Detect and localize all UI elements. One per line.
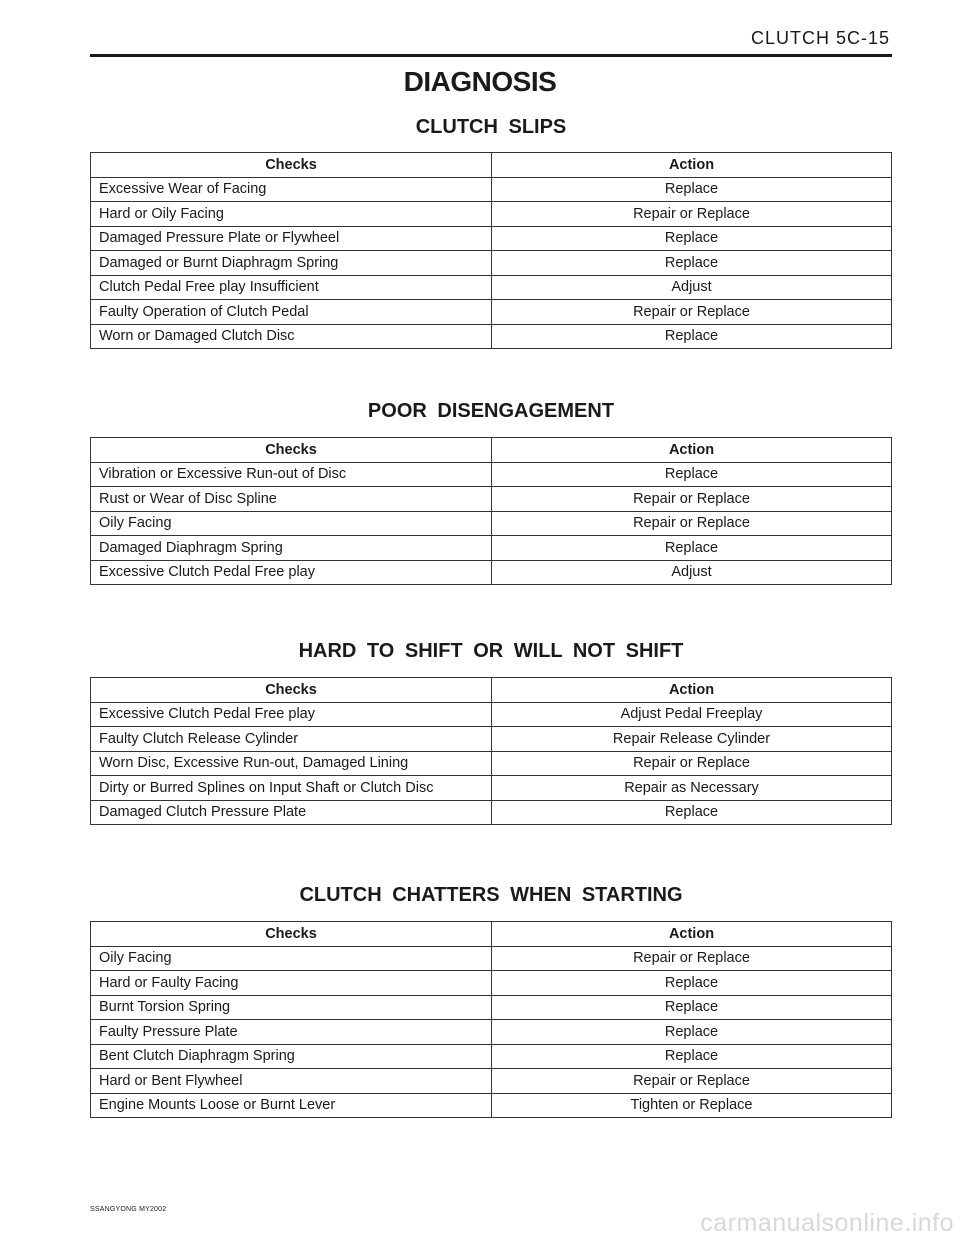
diagnosis-table-hard-to-shift: [90, 677, 892, 825]
check-cell: Damaged Clutch Pressure Plate: [91, 800, 492, 825]
action-cell: Repair or Replace: [492, 487, 892, 512]
action-cell: Adjust: [492, 560, 892, 585]
table-row: [91, 560, 892, 585]
header-title: CLUTCH 5C-15: [750, 28, 890, 48]
check-cell: Vibration or Excessive Run-out of Disc: [91, 462, 492, 487]
check-cell: Worn or Damaged Clutch Disc: [91, 324, 492, 349]
table-row: [91, 202, 892, 227]
section-title-clutch-slips: CLUTCH SLIPS: [415, 116, 567, 138]
table-row: [91, 251, 892, 276]
check-cell: Hard or Bent Flywheel: [91, 1069, 492, 1094]
table-row: [91, 971, 892, 996]
check-cell: Burnt Torsion Spring: [91, 995, 492, 1020]
table-row: [91, 487, 892, 512]
action-header: Action: [492, 153, 892, 178]
diagnosis-table-clutch-chatters: [90, 921, 892, 1118]
action-cell: Replace: [492, 800, 892, 825]
table-row: [91, 275, 892, 300]
footer-label: SSANGYONG MY2002: [90, 1206, 167, 1213]
check-cell: Bent Clutch Diaphragm Spring: [91, 1044, 492, 1069]
check-cell: Faulty Clutch Release Cylinder: [91, 727, 492, 752]
checks-header: Checks: [91, 922, 492, 947]
check-cell: Oily Facing: [91, 946, 492, 971]
table-header-row: [91, 922, 892, 947]
check-cell: Clutch Pedal Free play Insufficient: [91, 275, 492, 300]
table-row: [91, 1093, 892, 1118]
check-cell: Damaged Diaphragm Spring: [91, 536, 492, 561]
action-cell: Repair or Replace: [492, 1069, 892, 1094]
action-cell: Adjust: [492, 275, 892, 300]
action-cell: Repair or Replace: [492, 511, 892, 536]
action-cell: Repair or Replace: [492, 946, 892, 971]
action-cell: Repair or Replace: [492, 751, 892, 776]
checks-header: Checks: [91, 153, 492, 178]
action-cell: Replace: [492, 971, 892, 996]
table-row: [91, 727, 892, 752]
checks-header: Checks: [91, 678, 492, 703]
action-header: Action: [492, 678, 892, 703]
action-cell: Repair as Necessary: [492, 776, 892, 801]
table-row: [91, 995, 892, 1020]
diagnosis-table-poor-disengagement: [90, 437, 892, 585]
header-rule: [90, 54, 892, 57]
table-row: [91, 1069, 892, 1094]
action-cell: Tighten or Replace: [492, 1093, 892, 1118]
table-row: [91, 300, 892, 325]
action-cell: Replace: [492, 177, 892, 202]
table-row: [91, 1020, 892, 1045]
table-row: [91, 226, 892, 251]
check-cell: Damaged or Burnt Diaphragm Spring: [91, 251, 492, 276]
check-cell: Worn Disc, Excessive Run-out, Damaged Lining: [91, 751, 492, 776]
action-header: Action: [492, 922, 892, 947]
table-header-row: [91, 438, 892, 463]
action-cell: Replace: [492, 1044, 892, 1069]
check-cell: Hard or Oily Facing: [91, 202, 492, 227]
check-cell: Hard or Faulty Facing: [91, 971, 492, 996]
check-cell: Excessive Wear of Facing: [91, 177, 492, 202]
action-cell: Replace: [492, 226, 892, 251]
table-row: [91, 751, 892, 776]
table-row: [91, 776, 892, 801]
action-cell: Replace: [492, 462, 892, 487]
table-row: [91, 800, 892, 825]
section-title-clutch-chatters: CLUTCH CHATTERS WHEN STARTING: [299, 884, 683, 906]
watermark: carmanualsonline.info: [700, 1209, 954, 1237]
check-cell: Dirty or Burred Splines on Input Shaft or Clutch Disc: [91, 776, 492, 801]
page-title: DIAGNOSIS: [403, 66, 557, 97]
table-row: [91, 511, 892, 536]
check-cell: Oily Facing: [91, 511, 492, 536]
check-cell: Faulty Operation of Clutch Pedal: [91, 300, 492, 325]
action-cell: Repair or Replace: [492, 202, 892, 227]
section-title-hard-to-shift: HARD TO SHIFT OR WILL NOT SHIFT: [298, 640, 684, 662]
table-header-row: [91, 153, 892, 178]
table-row: [91, 177, 892, 202]
action-cell: Replace: [492, 536, 892, 561]
table-row: [91, 324, 892, 349]
action-header: Action: [492, 438, 892, 463]
check-cell: Faulty Pressure Plate: [91, 1020, 492, 1045]
check-cell: Rust or Wear of Disc Spline: [91, 487, 492, 512]
action-cell: Replace: [492, 1020, 892, 1045]
check-cell: Excessive Clutch Pedal Free play: [91, 560, 492, 585]
action-cell: Replace: [492, 324, 892, 349]
action-cell: Adjust Pedal Freeplay: [492, 702, 892, 727]
check-cell: Damaged Pressure Plate or Flywheel: [91, 226, 492, 251]
action-cell: Replace: [492, 995, 892, 1020]
check-cell: Excessive Clutch Pedal Free play: [91, 702, 492, 727]
action-cell: Replace: [492, 251, 892, 276]
check-cell: Engine Mounts Loose or Burnt Lever: [91, 1093, 492, 1118]
checks-header: Checks: [91, 438, 492, 463]
table-row: [91, 1044, 892, 1069]
diagnosis-table-clutch-slips: [90, 152, 892, 349]
action-cell: Repair Release Cylinder: [492, 727, 892, 752]
table-row: [91, 462, 892, 487]
table-row: [91, 702, 892, 727]
table-row: [91, 946, 892, 971]
action-cell: Repair or Replace: [492, 300, 892, 325]
table-header-row: [91, 678, 892, 703]
table-row: [91, 536, 892, 561]
section-title-poor-disengagement: POOR DISENGAGEMENT: [367, 400, 615, 422]
